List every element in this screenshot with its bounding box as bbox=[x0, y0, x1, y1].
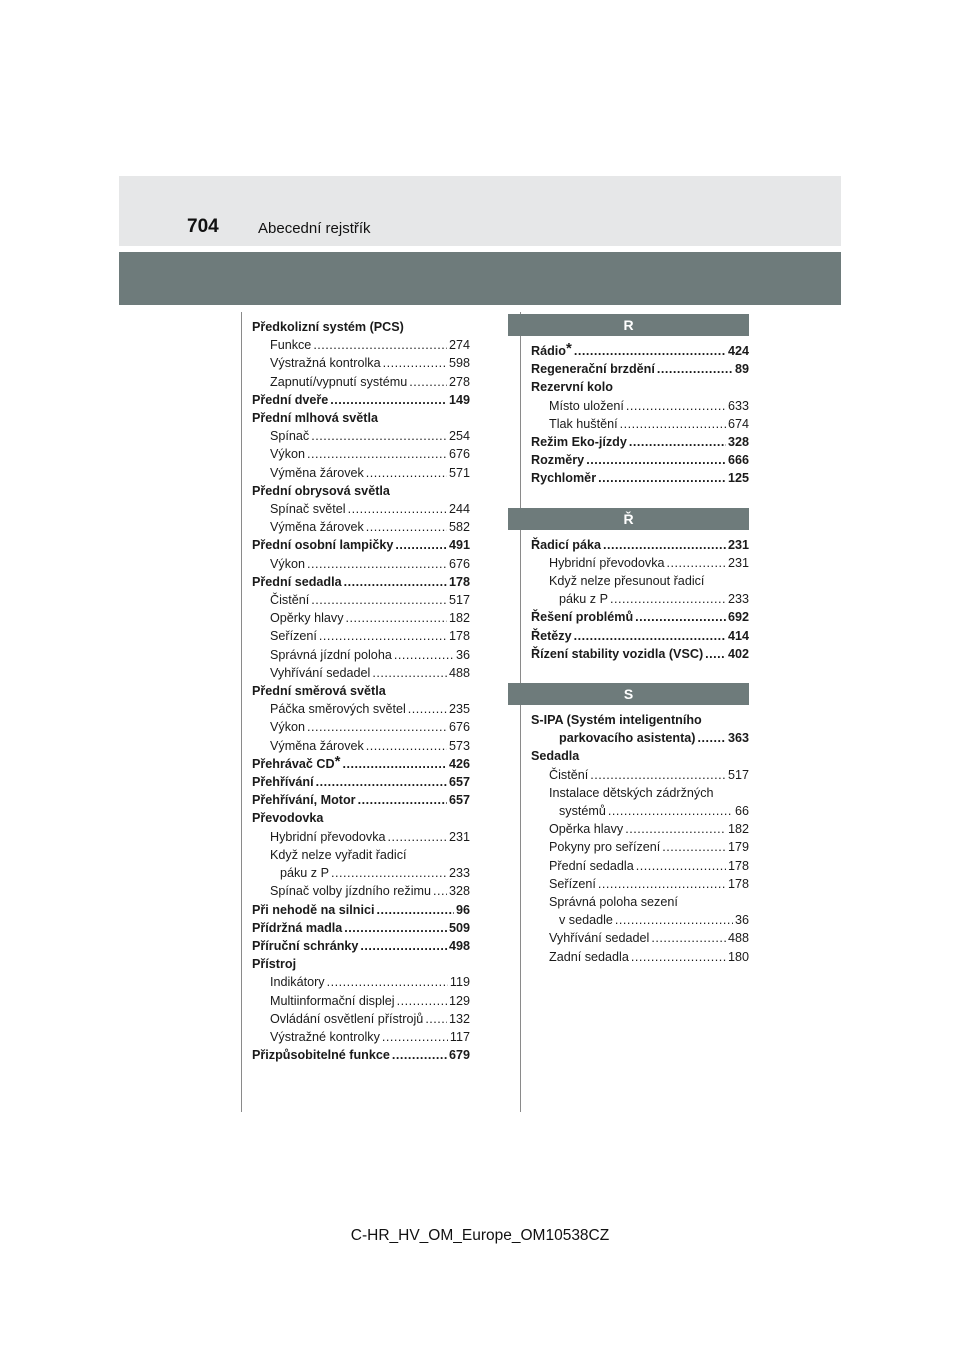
index-entry[interactable] bbox=[252, 391, 470, 409]
index-entry[interactable] bbox=[531, 820, 749, 838]
entry-page-number[interactable]: 119 bbox=[449, 975, 470, 990]
entry-label: Řadicí páka bbox=[531, 537, 601, 552]
index-entry[interactable] bbox=[531, 875, 749, 893]
index-entry[interactable] bbox=[252, 427, 470, 445]
entry-label: Vyhřívání sedadel bbox=[270, 665, 371, 680]
section-header-s: S bbox=[508, 683, 749, 705]
index-entry[interactable] bbox=[531, 645, 749, 663]
dot-leader bbox=[636, 857, 726, 875]
entry-page-number[interactable]: 182 bbox=[727, 822, 749, 837]
section-header-r: R bbox=[508, 314, 749, 336]
index-entry[interactable] bbox=[252, 354, 470, 372]
page-title: Abecední rejstřík bbox=[258, 220, 371, 237]
entry-page-number[interactable]: 363 bbox=[727, 731, 749, 746]
entry-page-number[interactable]: 414 bbox=[727, 628, 749, 643]
index-entry[interactable] bbox=[531, 397, 749, 415]
index-entry[interactable] bbox=[252, 752, 470, 773]
entry-label: Seřízení bbox=[549, 876, 596, 891]
dot-leader bbox=[330, 391, 447, 409]
index-entry[interactable] bbox=[531, 929, 749, 947]
dot-leader bbox=[342, 755, 447, 773]
entry-page-number[interactable]: 517 bbox=[448, 593, 470, 608]
dot-leader bbox=[383, 354, 447, 372]
index-entry[interactable] bbox=[252, 373, 470, 391]
dot-leader bbox=[574, 342, 726, 360]
dot-leader bbox=[307, 445, 447, 463]
entry-label: Přístroj bbox=[252, 957, 297, 972]
dot-leader bbox=[408, 700, 447, 718]
dot-leader bbox=[360, 937, 447, 955]
entry-page-number[interactable]: 692 bbox=[727, 610, 749, 625]
entry-page-number[interactable]: 328 bbox=[448, 884, 470, 899]
dot-leader bbox=[382, 1028, 448, 1046]
dot-leader bbox=[615, 911, 733, 929]
index-entry[interactable] bbox=[252, 1028, 470, 1046]
entry-label: Řešení problémů bbox=[531, 610, 634, 625]
index-entry[interactable] bbox=[252, 846, 470, 864]
entry-page-number[interactable]: 657 bbox=[448, 793, 470, 808]
dot-leader bbox=[590, 766, 726, 784]
entry-page-number[interactable]: 179 bbox=[727, 840, 749, 855]
entry-label: Zadní sedadla bbox=[549, 949, 629, 964]
entry-page-number[interactable]: 125 bbox=[727, 471, 749, 486]
index-entry[interactable] bbox=[531, 838, 749, 856]
index-entry[interactable] bbox=[531, 948, 749, 966]
entry-page-number[interactable]: 573 bbox=[448, 738, 470, 753]
entry-page-number[interactable]: 676 bbox=[448, 447, 470, 462]
entry-page-number[interactable]: 491 bbox=[448, 538, 470, 553]
entry-label: Výkon bbox=[270, 556, 306, 571]
entry-label: Ovládání osvětlení přístrojů bbox=[270, 1011, 424, 1026]
dot-leader bbox=[313, 336, 447, 354]
entry-page-number[interactable]: 182 bbox=[448, 611, 470, 626]
dot-leader bbox=[366, 518, 447, 536]
entry-label: Převodovka bbox=[252, 811, 324, 826]
index-entry[interactable] bbox=[531, 536, 749, 554]
dot-leader bbox=[344, 919, 447, 937]
index-entry[interactable] bbox=[252, 718, 470, 736]
entry-label: Výměna žárovek bbox=[270, 465, 364, 480]
index-entry[interactable] bbox=[531, 766, 749, 784]
entry-page-number[interactable]: 178 bbox=[448, 629, 470, 644]
entry-label: Když nelze vyřadit řadicí bbox=[270, 847, 407, 862]
entry-label: Rezervní kolo bbox=[531, 380, 613, 395]
entry-page-number[interactable]: 89 bbox=[734, 362, 749, 377]
entry-page-number[interactable]: 598 bbox=[448, 356, 470, 371]
entry-page-number[interactable]: 231 bbox=[727, 537, 749, 552]
entry-page-number[interactable]: 666 bbox=[727, 453, 749, 468]
index-entry[interactable] bbox=[252, 955, 470, 973]
entry-page-number[interactable]: 178 bbox=[727, 858, 749, 873]
dot-leader bbox=[366, 737, 447, 755]
entry-page-number[interactable]: 129 bbox=[448, 993, 470, 1008]
index-entry[interactable] bbox=[252, 809, 470, 827]
entry-page-number[interactable]: 633 bbox=[727, 398, 749, 413]
entry-page-number[interactable]: 233 bbox=[448, 866, 470, 881]
entry-label: Pokyny pro seřízení bbox=[549, 840, 661, 855]
entry-label: Přední sedadla bbox=[252, 574, 342, 589]
index-column-right bbox=[531, 314, 749, 966]
dot-leader bbox=[395, 536, 447, 554]
index-entry[interactable] bbox=[252, 482, 470, 500]
index-entry[interactable] bbox=[531, 415, 749, 433]
entry-label: systémů bbox=[559, 804, 606, 819]
entry-page-number[interactable]: 657 bbox=[448, 775, 470, 790]
entry-label: Opěrka hlavy bbox=[549, 822, 624, 837]
index-entry[interactable] bbox=[531, 627, 749, 645]
entry-label: Funkce bbox=[270, 338, 312, 353]
entry-label: Přídržná madla bbox=[252, 920, 343, 935]
index-entry[interactable] bbox=[531, 342, 749, 360]
index-entry[interactable] bbox=[252, 664, 470, 682]
entry-label: Přední sedadla bbox=[549, 858, 634, 873]
entry-page-number[interactable]: 402 bbox=[727, 646, 749, 661]
entry-page-number[interactable]: 278 bbox=[448, 374, 470, 389]
index-entry[interactable] bbox=[531, 802, 749, 820]
dot-leader bbox=[651, 929, 726, 947]
index-entry[interactable] bbox=[531, 784, 749, 802]
column-divider-left bbox=[241, 312, 242, 1112]
entry-page-number[interactable]: 328 bbox=[727, 435, 749, 450]
entry-label: Přední směrová světla bbox=[252, 684, 386, 699]
entry-label: Přizpůsobitelné funkce bbox=[252, 1048, 390, 1063]
entry-page-number[interactable]: 117 bbox=[449, 1029, 470, 1044]
dot-leader bbox=[662, 838, 726, 856]
section-header-ř: Ř bbox=[508, 508, 749, 530]
entry-label: Přední osobní lampičky bbox=[252, 538, 394, 553]
entry-page-number[interactable]: 132 bbox=[448, 1011, 470, 1026]
dot-leader bbox=[372, 664, 447, 682]
entry-label: Když nelze přesunout řadicí bbox=[549, 574, 705, 589]
entry-page-number[interactable]: 571 bbox=[448, 465, 470, 480]
entry-label: Řetězy bbox=[531, 628, 572, 643]
dot-leader bbox=[697, 729, 726, 747]
entry-page-number[interactable]: 426 bbox=[448, 756, 470, 771]
entry-label: parkovacího asistenta) bbox=[559, 731, 696, 746]
entry-label: Přední obrysová světla bbox=[252, 483, 390, 498]
dot-leader bbox=[394, 646, 454, 664]
entry-label: Seřízení bbox=[270, 629, 317, 644]
entry-label: Rádio* bbox=[531, 340, 572, 358]
index-entry[interactable] bbox=[531, 747, 749, 765]
index-entry[interactable] bbox=[252, 791, 470, 809]
entry-page-number[interactable]: 233 bbox=[727, 592, 749, 607]
index-entry[interactable] bbox=[252, 937, 470, 955]
index-entry[interactable] bbox=[252, 828, 470, 846]
index-entry[interactable] bbox=[252, 464, 470, 482]
entry-label: Spínač bbox=[270, 429, 310, 444]
column-divider-middle bbox=[520, 312, 521, 1112]
entry-label: Výměna žárovek bbox=[270, 520, 364, 535]
index-entry[interactable] bbox=[531, 590, 749, 608]
index-entry[interactable] bbox=[252, 609, 470, 627]
dot-leader bbox=[603, 536, 726, 554]
dot-leader bbox=[425, 1010, 447, 1028]
entry-page-number[interactable]: 424 bbox=[727, 344, 749, 358]
dot-leader bbox=[667, 554, 726, 572]
index-entry[interactable] bbox=[252, 445, 470, 463]
index-entry[interactable] bbox=[252, 1010, 470, 1028]
entry-page-number[interactable]: 509 bbox=[448, 920, 470, 935]
entry-label: Sedadla bbox=[531, 749, 580, 764]
index-entry[interactable] bbox=[252, 518, 470, 536]
dot-leader bbox=[358, 791, 447, 809]
index-column-left bbox=[252, 318, 470, 1064]
dot-leader bbox=[331, 864, 447, 882]
entry-page-number[interactable]: 676 bbox=[448, 556, 470, 571]
entry-page-number[interactable]: 178 bbox=[727, 876, 749, 891]
index-entry[interactable] bbox=[531, 554, 749, 572]
entry-label: Předkolizní systém (PCS) bbox=[252, 320, 404, 334]
entry-page-number[interactable]: 96 bbox=[455, 902, 470, 917]
entry-page-number[interactable]: 36 bbox=[455, 647, 470, 662]
index-entry[interactable] bbox=[252, 1046, 470, 1064]
footnote-star: * bbox=[334, 752, 341, 770]
index-entry[interactable] bbox=[252, 882, 470, 900]
entry-label: Indikátory bbox=[270, 975, 325, 990]
index-entry[interactable] bbox=[252, 536, 470, 554]
entry-label: Spínač světel bbox=[270, 502, 346, 517]
index-entry[interactable] bbox=[531, 911, 749, 929]
entry-page-number[interactable]: 231 bbox=[727, 555, 749, 570]
entry-label: Přehrávač CD* bbox=[252, 752, 341, 771]
dot-leader bbox=[397, 992, 447, 1010]
dot-leader bbox=[311, 591, 447, 609]
dot-leader bbox=[433, 882, 447, 900]
entry-label: Rychloměr bbox=[531, 471, 597, 486]
dot-leader bbox=[311, 427, 447, 445]
entry-label: Čistění bbox=[549, 767, 589, 782]
entry-label: Páčka směrových světel bbox=[270, 702, 406, 717]
entry-label: Při nehodě na silnici bbox=[252, 902, 375, 917]
dot-leader bbox=[376, 901, 454, 919]
dot-leader bbox=[635, 608, 726, 626]
entry-label: Výstražné kontrolky bbox=[270, 1029, 380, 1044]
entry-page-number[interactable]: 180 bbox=[727, 949, 749, 964]
entry-label: Přední mlhová světla bbox=[252, 411, 378, 426]
entry-label: Výstražná kontrolka bbox=[270, 356, 381, 371]
entry-label: Místo uložení bbox=[549, 398, 624, 413]
dot-leader bbox=[610, 590, 726, 608]
index-entry[interactable] bbox=[531, 608, 749, 626]
entry-label: Výměna žárovek bbox=[270, 738, 364, 753]
entry-page-number[interactable]: 36 bbox=[734, 913, 749, 928]
index-entry[interactable] bbox=[252, 646, 470, 664]
dot-leader bbox=[388, 828, 447, 846]
index-entry[interactable] bbox=[252, 500, 470, 518]
index-entry[interactable] bbox=[531, 451, 749, 469]
entry-label: Spínač volby jízdního režimu bbox=[270, 884, 432, 899]
index-entry[interactable] bbox=[252, 901, 470, 919]
header-band bbox=[119, 252, 841, 305]
entry-label: Přehřívání, Motor bbox=[252, 793, 356, 808]
entry-page-number[interactable]: 676 bbox=[448, 720, 470, 735]
dot-leader bbox=[631, 948, 726, 966]
entry-page-number[interactable]: 178 bbox=[448, 574, 470, 589]
dot-leader bbox=[598, 875, 726, 893]
index-entry[interactable] bbox=[531, 729, 749, 747]
index-entry[interactable] bbox=[252, 409, 470, 427]
index-entry[interactable] bbox=[252, 318, 470, 336]
dot-leader bbox=[307, 555, 447, 573]
index-entry[interactable] bbox=[531, 433, 749, 451]
index-entry[interactable] bbox=[531, 893, 749, 911]
entry-page-number[interactable]: 231 bbox=[448, 829, 470, 844]
index-entry[interactable] bbox=[252, 555, 470, 573]
entry-label: Přehřívání bbox=[252, 775, 314, 790]
entry-label: v sedadle bbox=[559, 913, 613, 928]
dot-leader bbox=[348, 500, 447, 518]
index-entry[interactable] bbox=[531, 469, 749, 487]
index-entry[interactable] bbox=[252, 919, 470, 937]
index-entry[interactable] bbox=[531, 360, 749, 378]
entry-label: Přední dveře bbox=[252, 392, 329, 407]
dot-leader bbox=[346, 609, 447, 627]
index-entry[interactable] bbox=[252, 992, 470, 1010]
entry-label: Řízení stability vozidla (VSC) bbox=[531, 646, 704, 661]
entry-label: Tlak huštění bbox=[549, 416, 618, 431]
dot-leader bbox=[409, 373, 447, 391]
index-entry[interactable] bbox=[252, 591, 470, 609]
dot-leader bbox=[608, 802, 733, 820]
index-entry[interactable] bbox=[252, 336, 470, 354]
entry-label: S-IPA (Systém inteligentního bbox=[531, 713, 702, 728]
entry-label: páku z P bbox=[280, 866, 330, 881]
index-entry[interactable] bbox=[252, 627, 470, 645]
dot-leader bbox=[327, 973, 448, 991]
entry-page-number[interactable]: 149 bbox=[448, 392, 470, 407]
entry-label: Instalace dětských zádržných bbox=[549, 785, 714, 800]
entry-page-number[interactable]: 254 bbox=[448, 429, 470, 444]
index-entry[interactable] bbox=[252, 773, 470, 791]
entry-label: Zapnutí/vypnutí systému bbox=[270, 374, 408, 389]
entry-label: Výkon bbox=[270, 720, 306, 735]
header-bar bbox=[119, 176, 841, 246]
entry-label: Správná jízdní poloha bbox=[270, 647, 392, 662]
dot-leader bbox=[626, 397, 726, 415]
dot-leader bbox=[574, 627, 726, 645]
entry-page-number[interactable]: 517 bbox=[727, 767, 749, 782]
index-entry[interactable] bbox=[252, 573, 470, 591]
entry-page-number[interactable]: 498 bbox=[448, 938, 470, 953]
entry-label: Vyhřívání sedadel bbox=[549, 931, 650, 946]
dot-leader bbox=[625, 820, 726, 838]
dot-leader bbox=[316, 773, 447, 791]
entry-page-number[interactable]: 274 bbox=[448, 338, 470, 353]
entry-page-number[interactable]: 582 bbox=[448, 520, 470, 535]
entry-label: Rozměry bbox=[531, 453, 585, 468]
page-number: 704 bbox=[187, 216, 219, 237]
index-entry[interactable] bbox=[531, 378, 749, 396]
entry-label: Čistění bbox=[270, 593, 310, 608]
dot-leader bbox=[366, 464, 447, 482]
entry-label: Příruční schránky bbox=[252, 938, 359, 953]
entry-page-number[interactable]: 679 bbox=[448, 1048, 470, 1063]
entry-page-number[interactable]: 488 bbox=[727, 931, 749, 946]
index-entry[interactable] bbox=[252, 737, 470, 755]
entry-label: Hybridní převodovka bbox=[549, 555, 665, 570]
entry-label: Regenerační brzdění bbox=[531, 362, 655, 377]
dot-leader bbox=[344, 573, 447, 591]
index-entry[interactable] bbox=[531, 572, 749, 590]
entry-label: Režim Eko-jízdy bbox=[531, 435, 627, 450]
entry-page-number[interactable]: 66 bbox=[734, 804, 749, 819]
entry-label: Opěrky hlavy bbox=[270, 611, 344, 626]
entry-label: Správná poloha sezení bbox=[549, 895, 678, 910]
entry-page-number[interactable]: 244 bbox=[448, 502, 470, 517]
index-entry[interactable] bbox=[531, 857, 749, 875]
index-entry[interactable] bbox=[252, 973, 470, 991]
index-entry[interactable] bbox=[252, 700, 470, 718]
dot-leader bbox=[620, 415, 726, 433]
entry-label: Hybridní převodovka bbox=[270, 829, 386, 844]
entry-page-number[interactable]: 488 bbox=[448, 665, 470, 680]
dot-leader bbox=[705, 645, 726, 663]
dot-leader bbox=[657, 360, 733, 378]
dot-leader bbox=[392, 1046, 447, 1064]
dot-leader bbox=[307, 718, 447, 736]
index-entry[interactable] bbox=[252, 682, 470, 700]
dot-leader bbox=[629, 433, 726, 451]
entry-page-number[interactable]: 674 bbox=[727, 416, 749, 431]
index-entry[interactable] bbox=[252, 864, 470, 882]
entry-label: Multiinformační displej bbox=[270, 993, 395, 1008]
entry-label: páku z P bbox=[559, 592, 609, 607]
dot-leader bbox=[598, 469, 726, 487]
footnote-star: * bbox=[565, 340, 572, 357]
dot-leader bbox=[319, 627, 447, 645]
entry-page-number[interactable]: 235 bbox=[448, 702, 470, 717]
entry-label: Výkon bbox=[270, 447, 306, 462]
dot-leader bbox=[586, 451, 726, 469]
footer-document-code: C-HR_HV_OM_Europe_OM10538CZ bbox=[350, 1227, 610, 1244]
index-entry[interactable] bbox=[531, 711, 749, 729]
